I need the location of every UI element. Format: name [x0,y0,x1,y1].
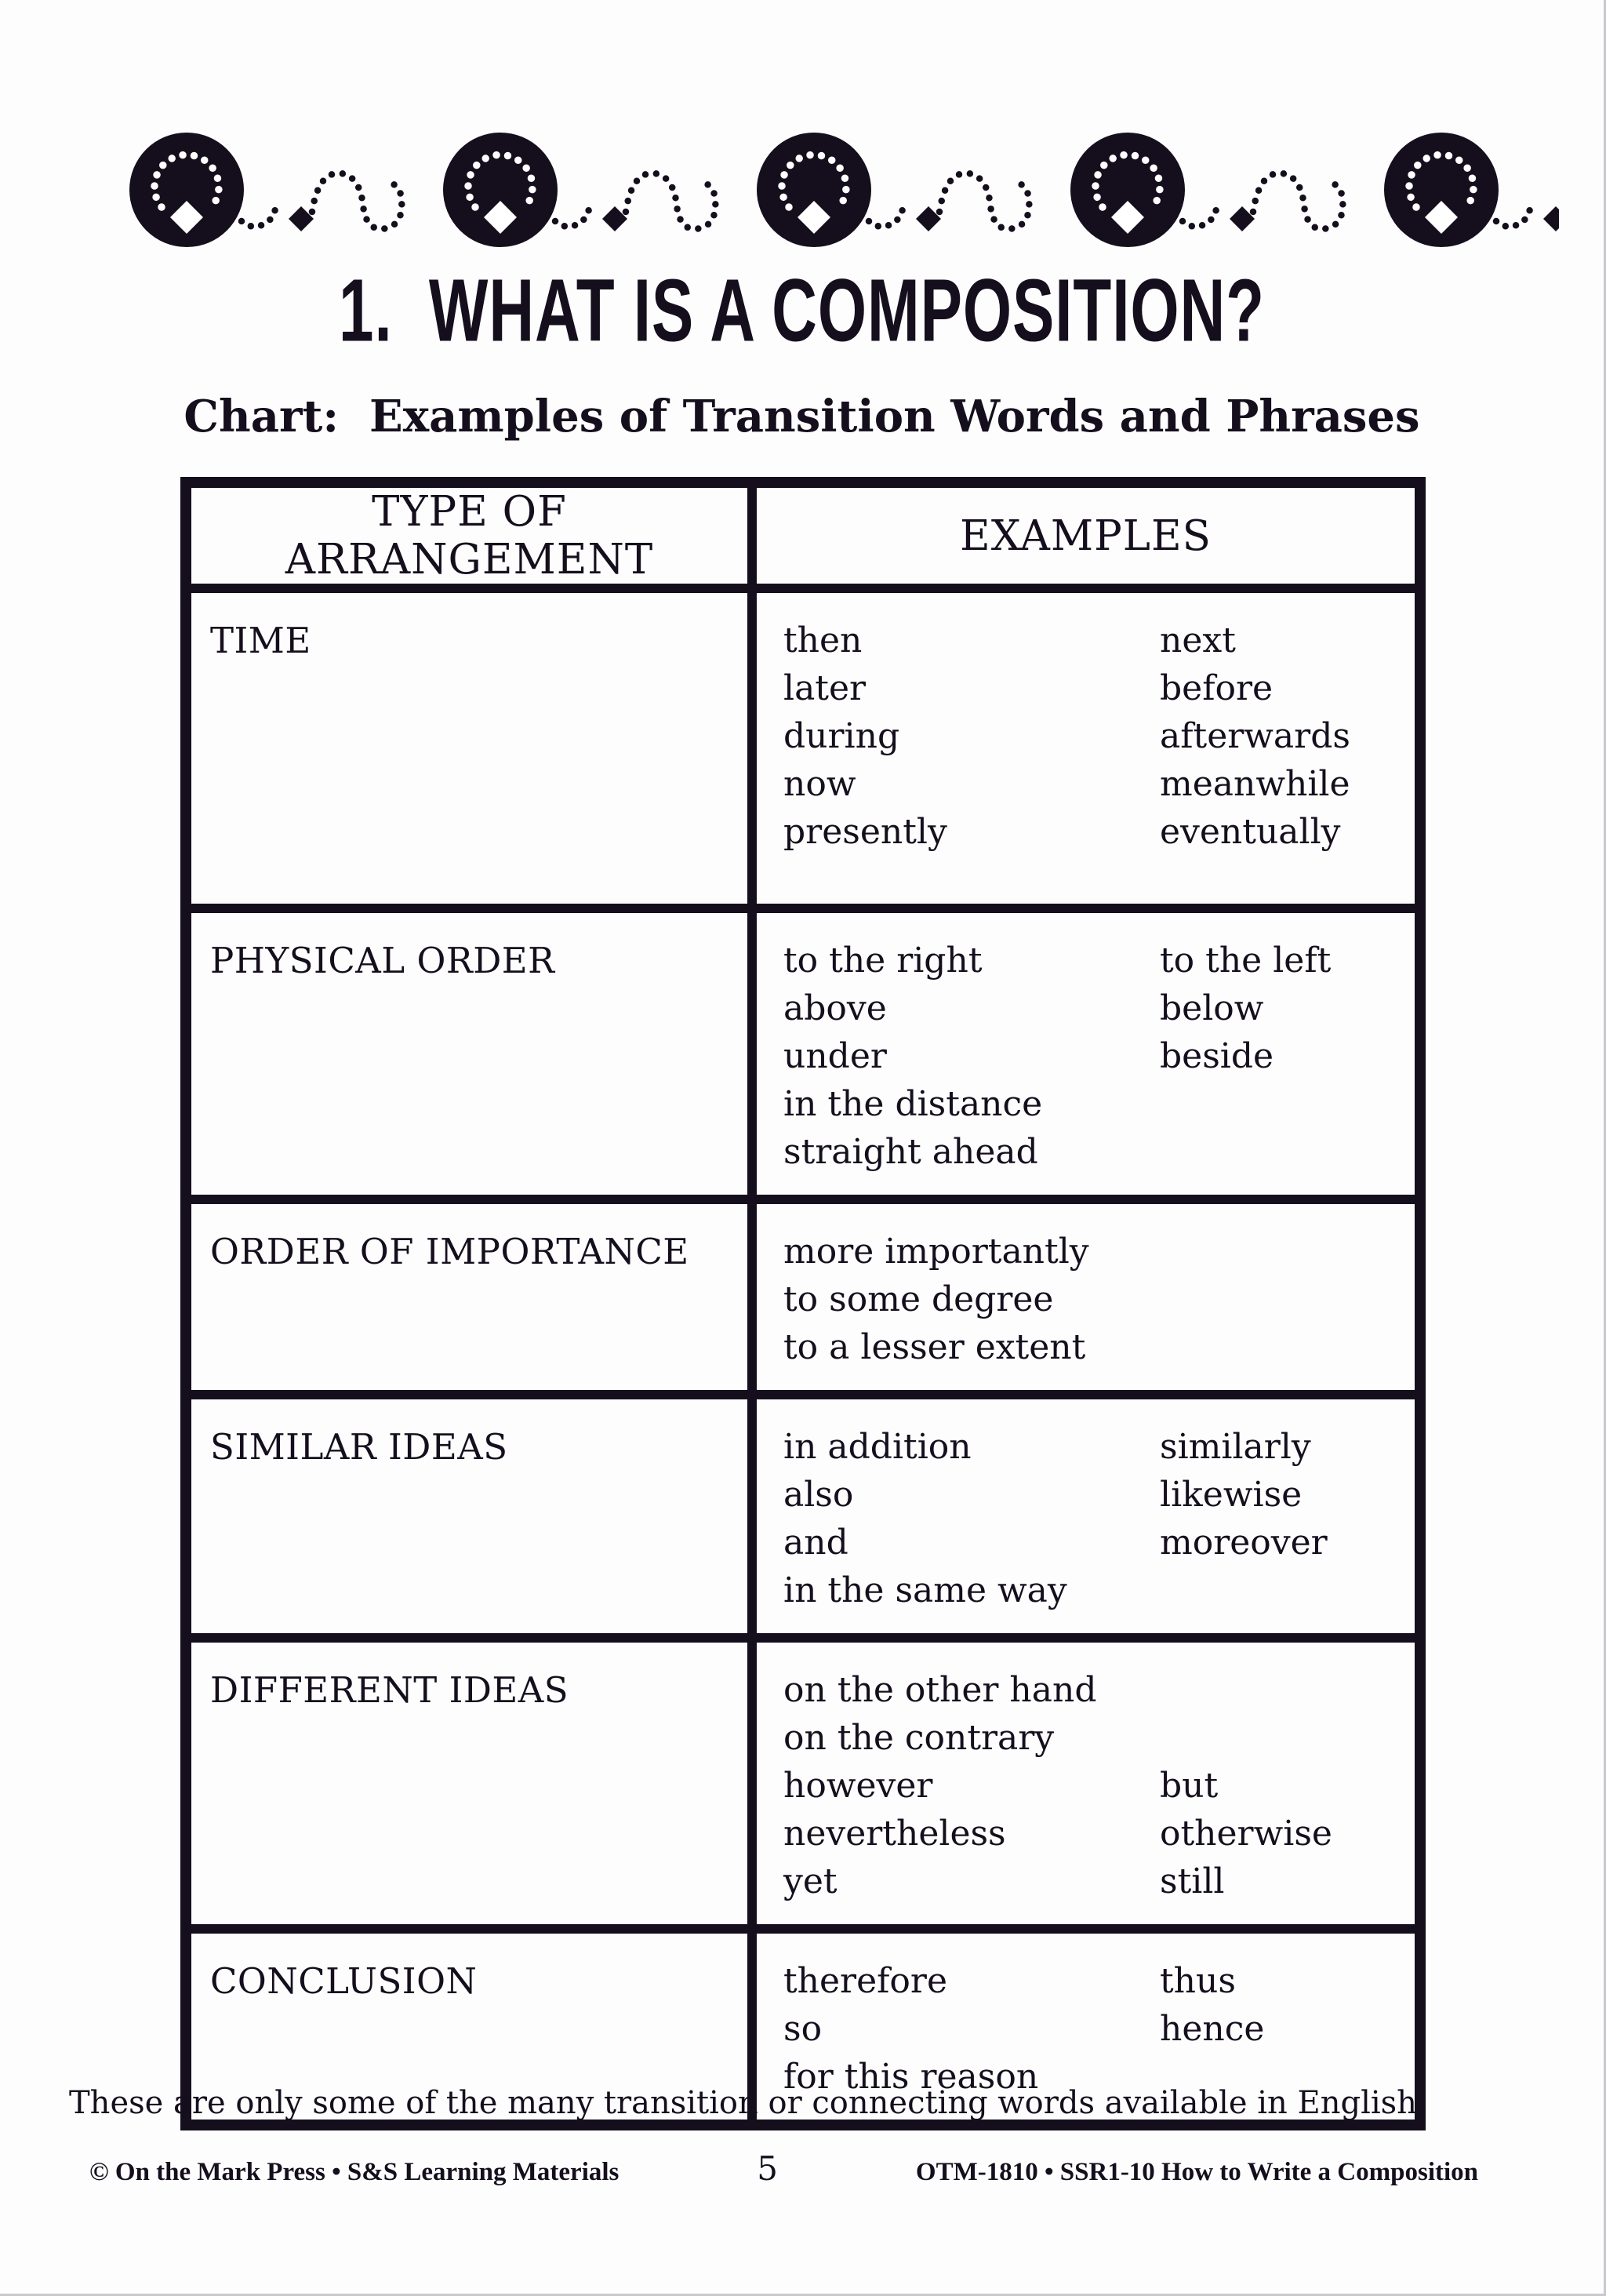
example-word [1160,1666,1415,1714]
example-word [1160,1714,1415,1762]
example-word: on the other hand [783,1670,1097,1710]
example-word: more importantly [783,1232,1089,1272]
example-word: in the distance [783,1084,1043,1124]
example-word: to some degree [783,1279,1054,1319]
examples-column-2 [1160,937,1415,1176]
arrangement-type-cell [186,1199,752,1395]
examples-column-2 [1160,1228,1415,1371]
example-word: then [783,620,863,660]
example-word: similarly [1160,1427,1311,1467]
examples-column-2 [1160,1423,1415,1614]
example-word: next [1160,620,1236,660]
arrangement-type-cell [186,588,752,908]
examples-cell [752,588,1420,908]
footer-copyright: © On the Mark Press • S&S Learning Materials [89,2158,620,2186]
example-word: in the same way [783,1570,1067,1610]
transition-words-table [180,477,1426,2130]
example-word: for this reason [783,2057,1039,2097]
example-word: during [783,716,900,756]
example-word: thus [1160,1961,1236,2001]
examples-column-1 [783,1957,1160,2101]
example-word: however [783,1766,933,1806]
footnote: These are only some of the many transition or connecting words available in English. [69,2085,1427,2121]
example-word: still [1160,1861,1225,1901]
examples-column-2 [1160,1957,1415,2101]
arrangement-type-label: CONCLUSION [210,1960,478,2002]
examples-cell [752,908,1420,1199]
arrangement-type-cell [186,1638,752,1929]
example-word: now [783,764,856,804]
example-word: above [783,988,887,1028]
footer-document-id: OTM-1810 • SSR1-10 How to Write a Composition [915,2158,1478,2186]
example-word: also [783,1475,854,1515]
example-word: to a lesser extent [783,1327,1086,1367]
column-header-examples: EXAMPLES [752,482,1420,588]
example-word: before [1160,668,1274,708]
example-word: in addition [783,1427,972,1467]
example-word: hence [1160,2009,1265,2049]
example-word: likewise [1160,1475,1303,1515]
examples-cell [752,1638,1420,1929]
table-row [186,1638,1420,1929]
example-word: to the right [783,941,983,981]
example-word: straight ahead [783,1132,1038,1172]
page-number: 5 [757,2149,779,2188]
column-header-type-of-arrangement: TYPE OF ARRANGEMENT [186,482,752,588]
table-row [186,1199,1420,1395]
example-word: but [1160,1766,1219,1806]
examples-column-2 [1160,1666,1415,1905]
example-word: beside [1160,1036,1274,1076]
example-word: meanwhile [1160,764,1350,804]
example-word: presently [783,812,947,852]
table-row [186,588,1420,908]
example-word: therefore [783,1961,947,2001]
arrangement-type-label: TIME [210,620,311,661]
example-word: later [783,668,867,708]
chart-subtitle: Chart: Examples of Transition Words and Phrases [183,391,1420,442]
arrangement-type-label: SIMILAR IDEAS [210,1426,508,1468]
decorative-border [116,124,1559,259]
examples-cell [752,1395,1420,1638]
examples-cell [752,1199,1420,1395]
example-word: below [1160,988,1264,1028]
table-row [186,1395,1420,1638]
examples-column-1 [783,1228,1160,1371]
examples-column-1 [783,617,1160,856]
table-row [186,908,1420,1199]
arrangement-type-label: DIFFERENT IDEAS [210,1669,569,1711]
arrangement-type-label: ORDER OF IMPORTANCE [210,1231,689,1272]
arrangement-type-cell [186,1395,752,1638]
example-word: to the left [1160,941,1332,981]
example-word: afterwards [1160,716,1350,756]
examples-column-2 [1160,617,1415,856]
arrangement-type-cell [186,908,752,1199]
table-header-row [186,482,1420,588]
example-word: eventually [1160,812,1341,852]
examples-column-1 [783,937,1160,1176]
examples-column-1 [783,1666,1160,1905]
example-word: under [783,1036,887,1076]
example-word: on the contrary [783,1718,1055,1758]
page-footer [89,2149,1478,2188]
example-word: otherwise [1160,1814,1332,1854]
examples-column-1 [783,1423,1160,1614]
example-word: moreover [1160,1523,1328,1563]
example-word: nevertheless [783,1814,1006,1854]
page-title: 1. WHAT IS A COMPOSITION? [339,260,1265,361]
example-word: so [783,2009,823,2049]
example-word: and [783,1523,848,1563]
example-word: yet [783,1861,838,1901]
arrangement-type-label: PHYSICAL ORDER [210,940,555,981]
